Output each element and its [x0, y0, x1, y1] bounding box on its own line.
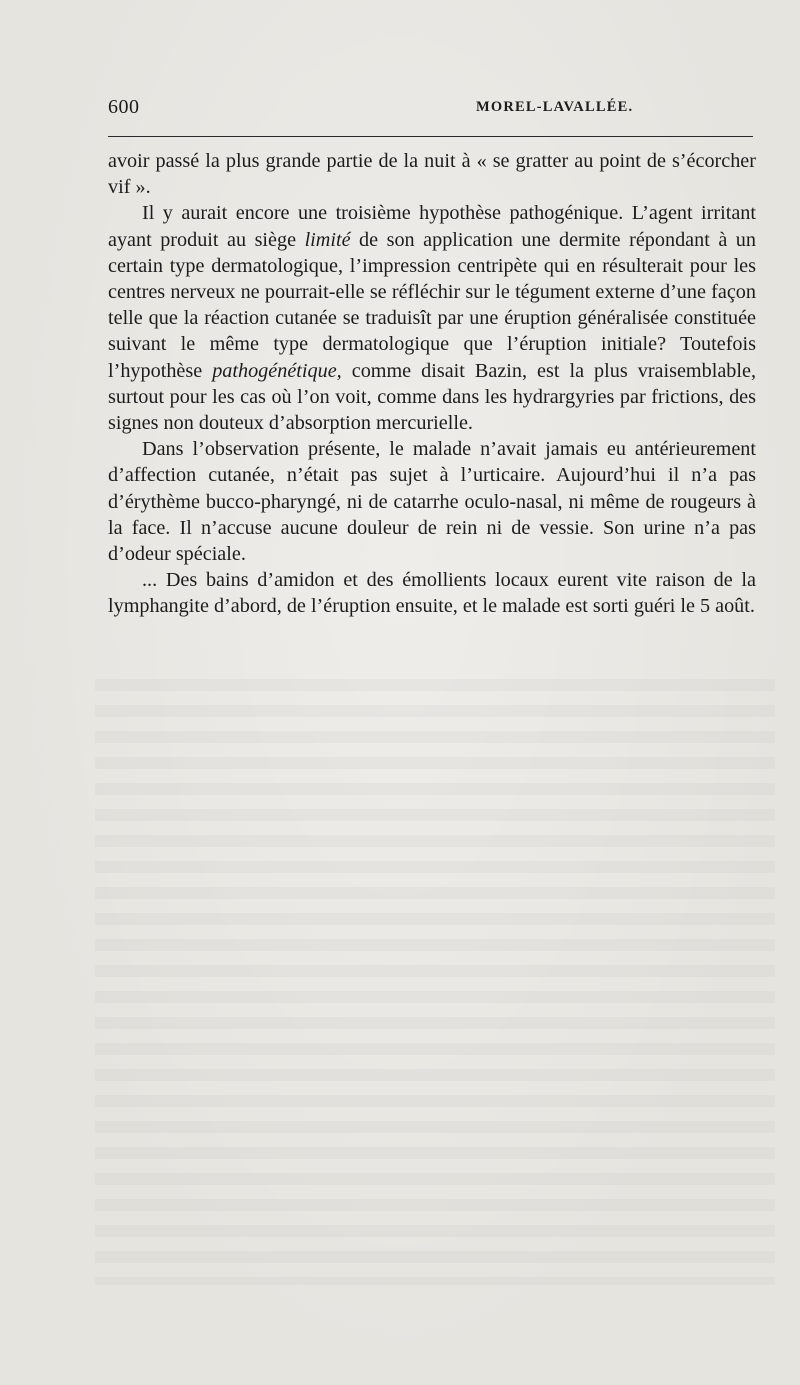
body-text — [108, 148, 756, 620]
bleed-through-area — [95, 665, 775, 1285]
italic-pathogenetique: pathogénétique, — [212, 359, 342, 382]
header-rule — [108, 136, 753, 137]
paragraph-1: avoir passé la plus grande partie de la nuit à « se gratter au point de s’écorcher vif ». — [108, 150, 756, 199]
paragraph-2-part-2: de son application une dermite répondant à un certain type dermatologique, l’impression centripète qui en résulterait pour les centres nerveux ne pourrait-elle se réfléchir sur le tégument externe d’une façon telle que la réaction cutanée se traduisît par une éruption généralisée constituée suivant le même type dermatologique que l’éruption initiale? Toutefois l’hypothèse — [108, 228, 756, 382]
page-header — [108, 96, 756, 118]
paragraph-2-part-1: Il y aurait encore une troisième hypothèse pathogénique. L’agent irritant ayant produit au siège — [108, 202, 756, 251]
paragraph-3: Dans l’observation présente, le malade n’avait jamais eu antérieurement d’affection cutanée, n’était pas sujet à l’urticaire. Aujourd’hui il n’a pas d’érythème bucco-pharyngé, ni de catarrhe oculo-nasal, ni même de rougeurs à la face. Il n’accuse aucune douleur de rein ni de vessie. Son urine n’a pas d’odeur spéciale. — [108, 438, 756, 566]
paragraph-4: ... Des bains d’amidon et des émollients locaux eurent vite raison de la lymphangite d’abord, de l’éruption ensuite, et le malade est sorti guéri le 5 août. — [108, 569, 756, 618]
page-number: 600 — [108, 96, 140, 118]
running-head: MOREL-LAVALLÉE. — [476, 99, 634, 115]
paragraph-2-part-3: comme disait Bazin, est la plus vraisemblable, surtout pour les cas où l’on voit, comme dans les hydrargyries par frictions, des signes non douteux d’absorption mercurielle. — [108, 359, 756, 435]
paragraph-2 — [108, 200, 756, 436]
italic-limite: limité — [304, 228, 351, 251]
